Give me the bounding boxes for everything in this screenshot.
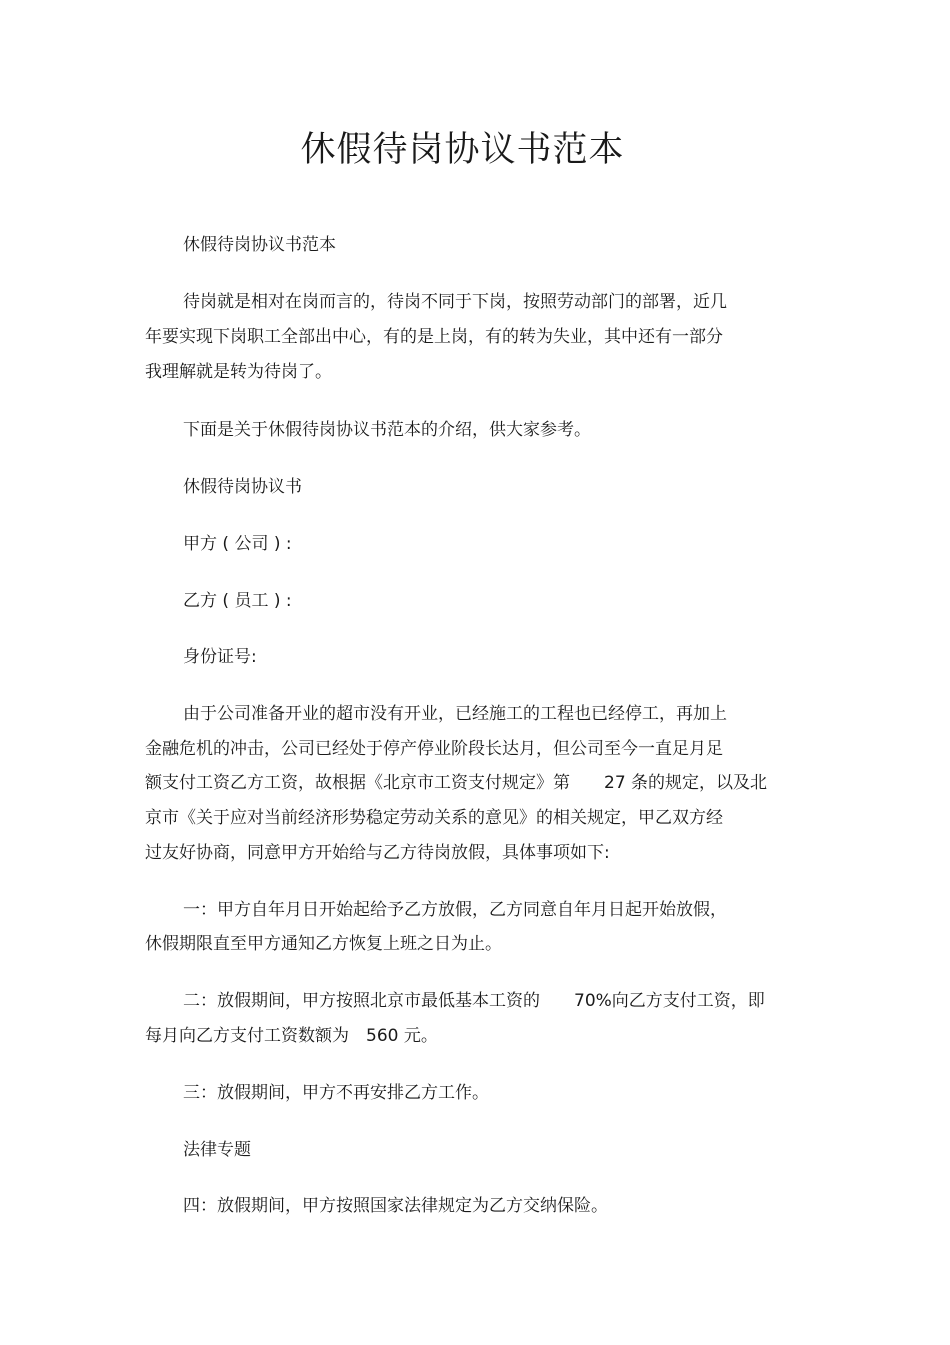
body-line: 我理解就是转为待岗了。 xyxy=(145,362,332,382)
body-line: 过友好协商，同意甲方开始给与乙方待岗放假，具体事项如下: xyxy=(145,843,610,863)
body-line: 一：甲方自年月日开始起给予乙方放假，乙方同意自年月日起开始放假， xyxy=(183,900,727,920)
body-line: 待岗就是相对在岗而言的，待岗不同于下岗，按照劳动部门的部署，近几 xyxy=(183,292,727,312)
body-line: 三：放假期间，甲方不再安排乙方工作。 xyxy=(183,1083,489,1103)
body-line: 休假期限直至甲方通知乙方恢复上班之日为止。 xyxy=(145,934,502,954)
body-line: 二：放假期间，甲方按照北京市最低基本工资的 70%向乙方支付工资，即 xyxy=(183,991,765,1011)
body-line: 休假待岗协议书范本 xyxy=(183,235,336,255)
body-line: 甲方 ( 公司 ) : xyxy=(183,534,292,554)
body-line: 金融危机的冲击，公司已经处于停产停业阶段长达月，但公司至今一直足月足 xyxy=(145,739,723,759)
body-line: 额支付工资乙方工资，故根据《北京市工资支付规定》第 27 条的规定，以及北 xyxy=(145,773,768,793)
body-line: 年要实现下岗职工全部出中心，有的是上岗，有的转为失业，其中还有一部分 xyxy=(145,327,723,347)
body-line: 休假待岗协议书 xyxy=(183,477,302,497)
document-title: 休假待岗协议书范本 xyxy=(300,130,625,170)
body-line: 由于公司准备开业的超市没有开业，已经施工的工程也已经停工，再加上 xyxy=(183,704,727,724)
body-line: 每月向乙方支付工资数额为 560 元。 xyxy=(145,1026,438,1046)
body-line: 下面是关于休假待岗协议书范本的介绍，供大家参考。 xyxy=(183,420,591,440)
body-line: 法律专题 xyxy=(183,1140,251,1160)
body-line: 身份证号: xyxy=(183,647,257,667)
body-line: 乙方 ( 员工 ) : xyxy=(183,591,292,611)
body-line: 京市《关于应对当前经济形势稳定劳动关系的意见》的相关规定，甲乙双方经 xyxy=(145,808,723,828)
body-line: 四：放假期间，甲方按照国家法律规定为乙方交纳保险。 xyxy=(183,1196,608,1216)
